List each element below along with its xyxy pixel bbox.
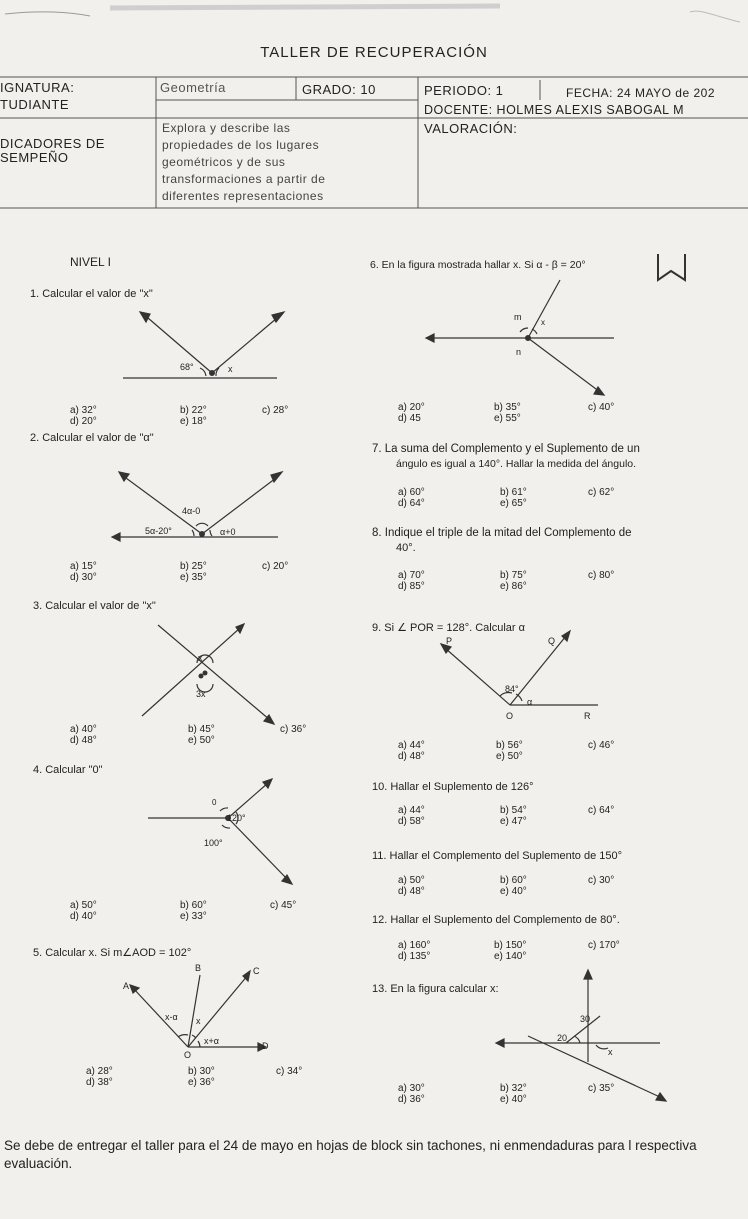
q5-label-x: x bbox=[196, 1016, 201, 1026]
q6-option-e: e) 55° bbox=[494, 413, 521, 424]
q12-option-d: d) 135° bbox=[398, 951, 431, 962]
q11-option-d: d) 48° bbox=[398, 886, 425, 897]
q9-option-c: c) 46° bbox=[588, 740, 615, 751]
q7-option-a: a) 60° bbox=[398, 487, 425, 498]
q10-option-c: c) 64° bbox=[588, 805, 615, 816]
q11-option-e: e) 40° bbox=[500, 886, 527, 897]
q12-option-a: a) 160° bbox=[398, 940, 431, 951]
q13-label-30: 30 bbox=[580, 1014, 591, 1024]
q3-option-d: d) 48° bbox=[70, 735, 97, 746]
fecha-value: FECHA: 24 MAYO de 202 bbox=[566, 86, 716, 100]
q4-label-theta: 0 bbox=[212, 798, 217, 807]
q2-label-a: 4α-0 bbox=[182, 506, 201, 516]
indicadores-line-5: diferentes representaciones bbox=[162, 189, 324, 203]
q12-option-c: c) 170° bbox=[588, 940, 620, 951]
q9-label-Q: Q bbox=[548, 636, 556, 646]
q9-text: 9. Si ∠ POR = 128°. Calcular α bbox=[372, 622, 525, 634]
periodo-value: PERIODO: 1 bbox=[424, 83, 504, 98]
q12-option-e: e) 140° bbox=[494, 951, 527, 962]
q3-option-e: e) 50° bbox=[188, 735, 215, 746]
docente-value: DOCENTE: HOLMES ALEXIS SABOGAL M bbox=[424, 103, 685, 117]
q4-option-a: a) 50° bbox=[70, 900, 97, 911]
q4-option-d: d) 40° bbox=[70, 911, 97, 922]
indicadores-line-1: Explora y describe las bbox=[162, 121, 291, 135]
q5-option-b: b) 30° bbox=[188, 1066, 215, 1077]
q6-label-x: x bbox=[541, 318, 545, 327]
q2-option-e: e) 35° bbox=[180, 572, 207, 583]
q1-option-c: c) 28° bbox=[262, 405, 289, 416]
q10-text: 10. Hallar el Suplemento de 126° bbox=[372, 781, 534, 793]
q5-option-a: a) 28° bbox=[86, 1066, 113, 1077]
q9-label-alpha: α bbox=[527, 697, 533, 707]
q1-label-68: 68° bbox=[180, 362, 194, 372]
q11-option-c: c) 30° bbox=[588, 875, 615, 886]
q4-option-e: e) 33° bbox=[180, 911, 207, 922]
q13-label-20: 20 bbox=[557, 1033, 568, 1043]
footer-note: Se debe de entregar el taller para el 24 de mayo en hojas de block sin tachones, ni enmendaduras para l respectiva evaluación. bbox=[4, 1138, 697, 1171]
q2-option-c: c) 20° bbox=[262, 561, 289, 572]
subject-value: Geometría bbox=[160, 80, 226, 95]
q2-option-a: a) 15° bbox=[70, 561, 97, 572]
q3-option-a: a) 40° bbox=[70, 724, 97, 735]
q13-text: 13. En la figura calcular x: bbox=[372, 983, 499, 995]
q13-option-a: a) 30° bbox=[398, 1083, 425, 1094]
indicadores-line-3: geométricos y de sus bbox=[162, 155, 286, 169]
q8-option-d: d) 85° bbox=[398, 581, 425, 592]
q6-label-m: m bbox=[514, 312, 522, 322]
q9-option-e: e) 50° bbox=[496, 751, 523, 762]
q4-text: 4. Calcular "0" bbox=[33, 764, 103, 776]
q11-option-a: a) 50° bbox=[398, 875, 425, 886]
q9-option-d: d) 48° bbox=[398, 751, 425, 762]
page-title: TALLER DE RECUPERACIÓN bbox=[260, 44, 488, 61]
q10-option-b: b) 54° bbox=[500, 805, 527, 816]
q7-text-line1: 7. La suma del Complemento y el Suplemento de un bbox=[372, 443, 640, 455]
q9-option-a: a) 44° bbox=[398, 740, 425, 751]
q9-label-O: O bbox=[506, 711, 514, 721]
q3-label-3x: 3x bbox=[196, 689, 206, 699]
q1-text: 1. Calcular el valor de "x" bbox=[30, 288, 153, 300]
q7-option-c: c) 62° bbox=[588, 487, 615, 498]
q9-label-P: P bbox=[446, 636, 453, 646]
asignatura-label: IGNATURA: bbox=[0, 80, 75, 95]
q6-option-a: a) 20° bbox=[398, 402, 425, 413]
q5-label-O: O bbox=[184, 1050, 192, 1060]
q13-option-d: d) 36° bbox=[398, 1094, 425, 1105]
q3-option-c: c) 36° bbox=[280, 724, 307, 735]
q9-label-84: 84° bbox=[505, 684, 519, 694]
q6-text: 6. En la figura mostrada hallar x. Si α - β = 20° bbox=[370, 259, 586, 271]
q9-option-b: b) 56° bbox=[496, 740, 523, 751]
valoracion-label: VALORACIÓN: bbox=[424, 121, 518, 136]
indicadores-line-4: transformaciones a partir de bbox=[162, 172, 326, 186]
q1-label-x: x bbox=[228, 364, 233, 374]
estudiante-label: TUDIANTE bbox=[0, 97, 69, 112]
q10-option-e: e) 47° bbox=[500, 816, 527, 827]
q8-option-c: c) 80° bbox=[588, 570, 615, 581]
q2-label-b: 5α-20° bbox=[145, 526, 172, 536]
q3-label-x: x bbox=[198, 653, 203, 663]
q6-option-b: b) 35° bbox=[494, 402, 521, 413]
q11-option-b: b) 60° bbox=[500, 875, 527, 886]
q5-label-A: A bbox=[123, 981, 130, 991]
q5-label-D: D bbox=[262, 1041, 269, 1051]
q13-option-c: c) 35° bbox=[588, 1083, 615, 1094]
q6-option-c: c) 40° bbox=[588, 402, 615, 413]
q8-option-e: e) 86° bbox=[500, 581, 527, 592]
indicadores-label-1: DICADORES DE bbox=[0, 136, 105, 151]
q8-option-b: b) 75° bbox=[500, 570, 527, 581]
nivel-label: NIVEL I bbox=[70, 255, 111, 269]
q5-label-x-alpha: x-α bbox=[165, 1012, 178, 1022]
q7-text-line2: ángulo es igual a 140°. Hallar la medida del ángulo. bbox=[396, 458, 637, 470]
q7-option-e: e) 65° bbox=[500, 498, 527, 509]
q5-option-c: c) 34° bbox=[276, 1066, 303, 1077]
q5-text: 5. Calcular x. Si m∠AOD = 102° bbox=[33, 947, 192, 959]
q4-option-b: b) 60° bbox=[180, 900, 207, 911]
q1-option-a: a) 32° bbox=[70, 405, 97, 416]
q2-label-c: α+0 bbox=[220, 527, 236, 537]
grado-value: GRADO: 10 bbox=[302, 82, 376, 97]
q4-label-120: 120° bbox=[227, 813, 246, 823]
q5-option-e: e) 36° bbox=[188, 1077, 215, 1088]
q4-option-c: c) 45° bbox=[270, 900, 297, 911]
indicadores-line-2: propiedades de los lugares bbox=[162, 138, 320, 152]
q2-option-d: d) 30° bbox=[70, 572, 97, 583]
q5-label-x-plus-alpha: x+α bbox=[204, 1036, 219, 1046]
q8-text-line1: 8. Indique el triple de la mitad del Complemento de bbox=[372, 527, 632, 539]
q1-option-b: b) 22° bbox=[180, 405, 207, 416]
q4-label-100: 100° bbox=[204, 838, 223, 848]
q13-label-x: x bbox=[608, 1047, 613, 1057]
q12-text: 12. Hallar el Suplemento del Complemento de 80°. bbox=[372, 914, 620, 926]
q10-option-a: a) 44° bbox=[398, 805, 425, 816]
q1-option-e: e) 18° bbox=[180, 416, 207, 427]
q5-label-B: B bbox=[195, 963, 202, 973]
q8-text-line2: 40°. bbox=[396, 542, 416, 554]
q7-option-b: b) 61° bbox=[500, 487, 527, 498]
q6-option-d: d) 45 bbox=[398, 413, 421, 424]
q13-option-e: e) 40° bbox=[500, 1094, 527, 1105]
q5-option-d: d) 38° bbox=[86, 1077, 113, 1088]
q12-option-b: b) 150° bbox=[494, 940, 527, 951]
q6-label-n: n bbox=[516, 347, 522, 357]
q7-option-d: d) 64° bbox=[398, 498, 425, 509]
q3-option-b: b) 45° bbox=[188, 724, 215, 735]
q10-option-d: d) 58° bbox=[398, 816, 425, 827]
q5-label-C: C bbox=[253, 966, 260, 976]
q3-text: 3. Calcular el valor de "x" bbox=[33, 600, 156, 612]
q2-option-b: b) 25° bbox=[180, 561, 207, 572]
indicadores-label-2: SEMPEÑO bbox=[0, 150, 69, 165]
q2-text: 2. Calcular el valor de "α" bbox=[30, 432, 154, 444]
q13-option-b: b) 32° bbox=[500, 1083, 527, 1094]
q1-option-d: d) 20° bbox=[70, 416, 97, 427]
q8-option-a: a) 70° bbox=[398, 570, 425, 581]
q11-text: 11. Hallar el Complemento del Suplemento de 150° bbox=[372, 850, 623, 862]
q9-label-R: R bbox=[584, 711, 591, 721]
